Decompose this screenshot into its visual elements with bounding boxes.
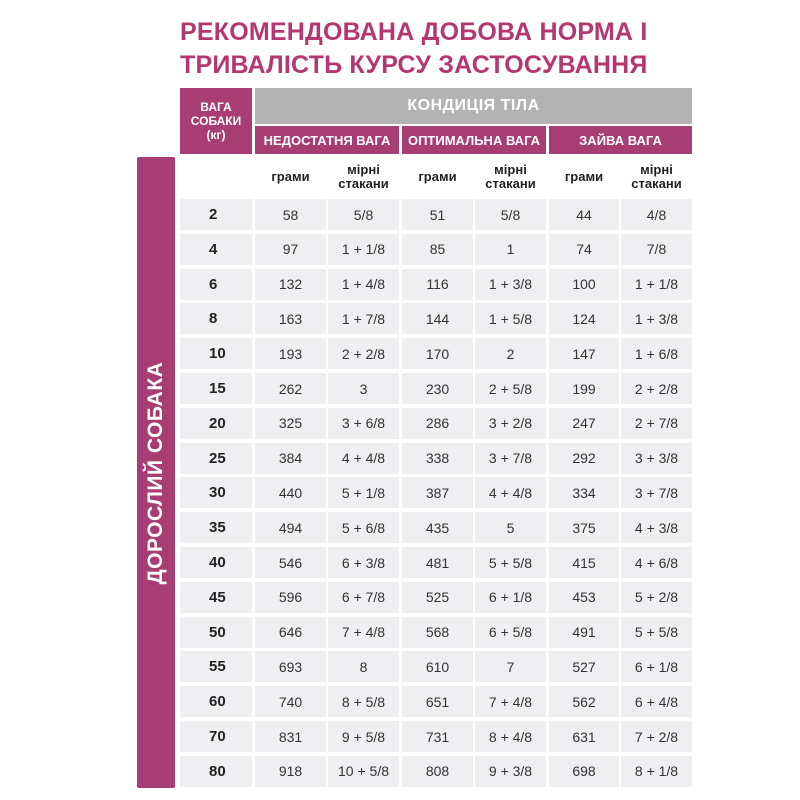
subheader-cups-text: стакани: [338, 176, 389, 191]
cell-cups: 1 + 4/8: [328, 269, 399, 300]
cell-grams: 286: [402, 408, 473, 439]
subheader-cups-text: стакани: [485, 176, 536, 191]
cell-grams: 132: [255, 269, 326, 300]
cell-grams: 199: [549, 373, 619, 404]
cell-grams: 387: [402, 477, 473, 508]
subheader-grams: [549, 158, 619, 196]
cell-grams: 163: [255, 303, 326, 334]
table-row: [180, 373, 692, 404]
cell-dog-weight: 4: [180, 234, 252, 265]
cell-cups: 3 + 6/8: [328, 408, 399, 439]
cell-grams: 698: [549, 756, 619, 787]
cell-grams: 85: [402, 234, 473, 265]
cell-grams: 568: [402, 617, 473, 648]
cell-grams: 292: [549, 443, 619, 474]
cell-grams: 481: [402, 547, 473, 578]
cell-cups: 1 + 6/8: [621, 338, 692, 369]
subheader-cups-text: мірні: [494, 162, 527, 177]
cell-cups: 5: [475, 512, 546, 543]
subheader-grams-text: грами: [271, 169, 310, 184]
cell-dog-weight: 40: [180, 547, 252, 578]
table-row: [180, 338, 692, 369]
cell-cups: 1 + 3/8: [475, 269, 546, 300]
cell-grams: 51: [402, 199, 473, 230]
cell-grams: 334: [549, 477, 619, 508]
cell-cups: 5/8: [475, 199, 546, 230]
cell-cups: 5/8: [328, 199, 399, 230]
cell-cups: 2 + 7/8: [621, 408, 692, 439]
subheader-grams: [255, 158, 326, 196]
cell-grams: 247: [549, 408, 619, 439]
cell-grams: 546: [255, 547, 326, 578]
cell-dog-weight: 50: [180, 617, 252, 648]
cell-cups: 2: [475, 338, 546, 369]
cell-cups: 3 + 7/8: [621, 477, 692, 508]
cell-cups: 3 + 2/8: [475, 408, 546, 439]
cell-cups: 1: [475, 234, 546, 265]
cell-grams: 918: [255, 756, 326, 787]
cell-cups: 4/8: [621, 199, 692, 230]
cell-cups: 2 + 2/8: [621, 373, 692, 404]
cell-cups: 8: [328, 651, 399, 682]
cell-cups: 1 + 5/8: [475, 303, 546, 334]
table-row: [180, 408, 692, 439]
cell-cups: 7 + 4/8: [328, 617, 399, 648]
cell-dog-weight: 6: [180, 269, 252, 300]
subheader-measuring-cups: [621, 158, 692, 196]
cell-cups: 4 + 6/8: [621, 547, 692, 578]
subheader-grams: [402, 158, 473, 196]
cell-grams: 440: [255, 477, 326, 508]
cell-grams: 74: [549, 234, 619, 265]
cell-grams: 44: [549, 199, 619, 230]
cell-grams: 740: [255, 686, 326, 717]
cell-dog-weight: 55: [180, 651, 252, 682]
cell-grams: 230: [402, 373, 473, 404]
cell-cups: 1 + 1/8: [328, 234, 399, 265]
cell-cups: 7: [475, 651, 546, 682]
header-weight-line-3: (кг): [206, 128, 226, 142]
cell-dog-weight: 30: [180, 477, 252, 508]
cell-cups: 5 + 5/8: [621, 617, 692, 648]
cell-cups: 4 + 3/8: [621, 512, 692, 543]
cell-cups: 6 + 5/8: [475, 617, 546, 648]
cell-grams: 338: [402, 443, 473, 474]
cell-grams: 631: [549, 721, 619, 752]
table-row: [180, 721, 692, 752]
cell-cups: 5 + 6/8: [328, 512, 399, 543]
cell-grams: 435: [402, 512, 473, 543]
cell-grams: 596: [255, 582, 326, 613]
header-dog-weight: [180, 88, 252, 154]
cell-grams: 58: [255, 199, 326, 230]
cell-cups: 7/8: [621, 234, 692, 265]
header-body-condition: КОНДИЦІЯ ТІЛА: [255, 88, 692, 124]
subheader-cups-text: мірні: [640, 162, 673, 177]
cell-grams: 193: [255, 338, 326, 369]
cell-cups: 6 + 1/8: [621, 651, 692, 682]
cell-grams: 491: [549, 617, 619, 648]
cell-grams: 731: [402, 721, 473, 752]
cell-cups: 1 + 3/8: [621, 303, 692, 334]
cell-cups: 5 + 1/8: [328, 477, 399, 508]
cell-cups: 7 + 2/8: [621, 721, 692, 752]
page-title: [180, 16, 780, 82]
table-row: [180, 269, 692, 300]
title-line-2: ТРИВАЛІСТЬ КУРСУ ЗАСТОСУВАННЯ: [180, 51, 648, 79]
cell-grams: 97: [255, 234, 326, 265]
cell-grams: 527: [549, 651, 619, 682]
table-row: [180, 477, 692, 508]
table-row: [180, 756, 692, 787]
cell-cups: 3: [328, 373, 399, 404]
header-weight-line-2: СОБАКИ: [190, 114, 242, 128]
cell-dog-weight: 35: [180, 512, 252, 543]
table-row: [180, 617, 692, 648]
table-row: [180, 234, 692, 265]
cell-grams: 375: [549, 512, 619, 543]
cell-dog-weight: 45: [180, 582, 252, 613]
cell-dog-weight: 8: [180, 303, 252, 334]
cell-grams: 147: [549, 338, 619, 369]
cell-grams: 610: [402, 651, 473, 682]
cell-grams: 124: [549, 303, 619, 334]
cell-grams: 494: [255, 512, 326, 543]
cell-dog-weight: 70: [180, 721, 252, 752]
cell-dog-weight: 15: [180, 373, 252, 404]
cell-cups: 8 + 1/8: [621, 756, 692, 787]
table-row: [180, 199, 692, 230]
side-label-text: ДОРОСЛИЙ СОБАКА: [144, 361, 167, 584]
cell-grams: 525: [402, 582, 473, 613]
cell-cups: 3 + 7/8: [475, 443, 546, 474]
cell-cups: 8 + 5/8: [328, 686, 399, 717]
cell-cups: 4 + 4/8: [328, 443, 399, 474]
table-row: [180, 582, 692, 613]
cell-cups: 6 + 7/8: [328, 582, 399, 613]
cell-grams: 415: [549, 547, 619, 578]
cell-cups: 6 + 3/8: [328, 547, 399, 578]
cell-grams: 116: [402, 269, 473, 300]
cell-grams: 144: [402, 303, 473, 334]
cell-grams: 384: [255, 443, 326, 474]
cell-grams: 651: [402, 686, 473, 717]
cell-cups: 2 + 2/8: [328, 338, 399, 369]
cell-cups: 6 + 1/8: [475, 582, 546, 613]
cell-cups: 3 + 3/8: [621, 443, 692, 474]
cell-grams: 693: [255, 651, 326, 682]
table-row: [180, 651, 692, 682]
header-optimal-weight: ОПТИМАЛЬНА ВАГА: [402, 126, 546, 154]
cell-cups: 9 + 3/8: [475, 756, 546, 787]
header-overweight: ЗАЙВА ВАГА: [549, 126, 692, 154]
subheader-measuring-cups: [328, 158, 399, 196]
cell-dog-weight: 80: [180, 756, 252, 787]
header-underweight: НЕДОСТАТНЯ ВАГА: [255, 126, 399, 154]
cell-cups: 1 + 7/8: [328, 303, 399, 334]
cell-cups: 4 + 4/8: [475, 477, 546, 508]
cell-cups: 6 + 4/8: [621, 686, 692, 717]
table-row: [180, 547, 692, 578]
subheader-cups-text: мірні: [347, 162, 380, 177]
cell-cups: 5 + 5/8: [475, 547, 546, 578]
cell-grams: 831: [255, 721, 326, 752]
header-weight-line-1: ВАГА: [200, 100, 232, 114]
cell-cups: 8 + 4/8: [475, 721, 546, 752]
title-line-1: РЕКОМЕНДОВАНА ДОБОВА НОРМА І: [180, 18, 648, 46]
cell-grams: 646: [255, 617, 326, 648]
cell-cups: 9 + 5/8: [328, 721, 399, 752]
table-row: [180, 512, 692, 543]
cell-dog-weight: 2: [180, 199, 252, 230]
subheader-grams-text: грами: [418, 169, 457, 184]
cell-grams: 100: [549, 269, 619, 300]
cell-grams: 562: [549, 686, 619, 717]
table-row: [180, 303, 692, 334]
table-row: [180, 443, 692, 474]
cell-grams: 170: [402, 338, 473, 369]
subheader-cups-text: стакани: [631, 176, 682, 191]
subheader-measuring-cups: [475, 158, 546, 196]
cell-cups: 10 + 5/8: [328, 756, 399, 787]
cell-grams: 325: [255, 408, 326, 439]
cell-cups: 7 + 4/8: [475, 686, 546, 717]
cell-dog-weight: 20: [180, 408, 252, 439]
cell-cups: 1 + 1/8: [621, 269, 692, 300]
cell-cups: 2 + 5/8: [475, 373, 546, 404]
side-label-adult-dog: [137, 157, 175, 788]
cell-grams: 262: [255, 373, 326, 404]
table-row: [180, 686, 692, 717]
cell-cups: 5 + 2/8: [621, 582, 692, 613]
cell-dog-weight: 10: [180, 338, 252, 369]
cell-grams: 808: [402, 756, 473, 787]
cell-dog-weight: 25: [180, 443, 252, 474]
subheader-grams-text: грами: [564, 169, 604, 184]
cell-dog-weight: 60: [180, 686, 252, 717]
cell-grams: 453: [549, 582, 619, 613]
